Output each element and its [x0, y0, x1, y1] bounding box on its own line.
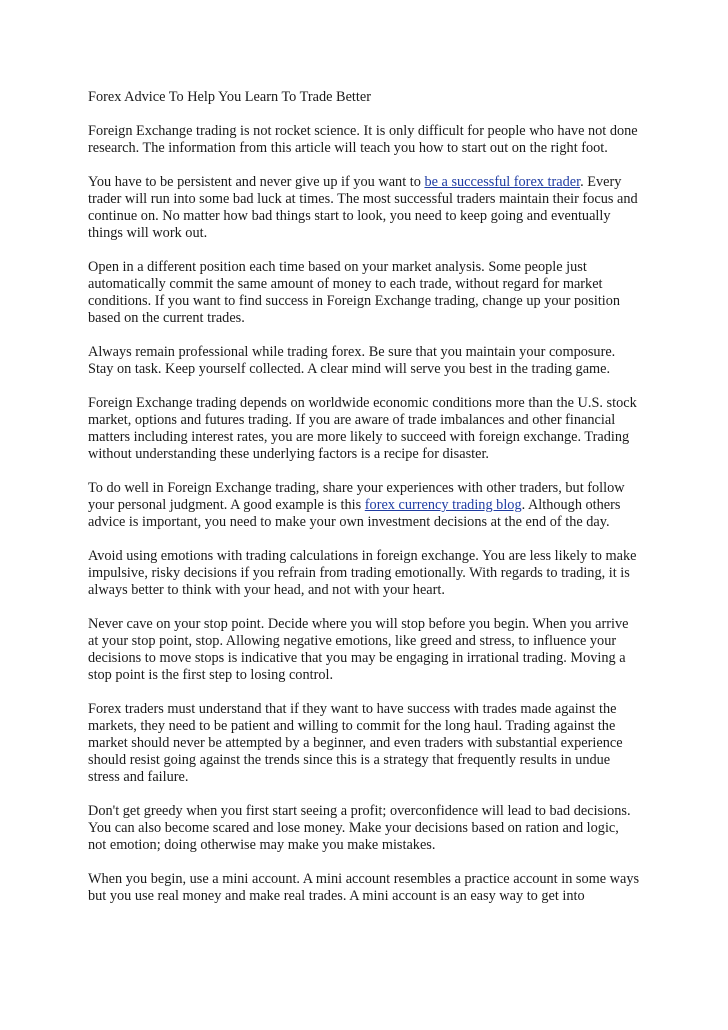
paragraph-text: . Every trader will run into some bad luck at times. The most successful traders maintain their focus and continue on. No matter how bad things start to look, you need to keep going and eventually things will work out.: [88, 174, 638, 241]
paragraph: [88, 480, 640, 531]
document-page: [88, 89, 640, 922]
paragraph-text: Open in a different position each time based on your market analysis. Some people just automatically commit the same amount of money to each trade, without regard for market conditions. If you want to find success in Foreign Exchange trading, change up your position based on the current trades.: [88, 259, 621, 326]
paragraph-text: Forex traders must understand that if they want to have success with trades made against the markets, they need to be patient and willing to commit for the long haul. Trading against the market should never be attempted by a beginner, and even traders with substantial experience should resist going against the trends since this is a strategy that frequently results in undue stress and failure.: [88, 701, 623, 785]
paragraph-text: Never cave on your stop point. Decide where you will stop before you begin. When you arrive at your stop point, stop. Allowing negative emotions, like greed and stress, to influence your decisions to move stops is indicative that you may be engaging in irrational trading. Moving a stop point is the first step to losing control.: [88, 616, 629, 683]
paragraph-text: Don't get greedy when you first start seeing a profit; overconfidence will lead to bad decisions. You can also become scared and lose money. Make your decisions based on ration and logic, not emotion; doing otherwise may make you make mistakes.: [88, 803, 631, 853]
paragraph: [88, 701, 640, 786]
paragraph-text: When you begin, use a mini account. A mini account resembles a practice account in some ways but you use real money and make real trades. A mini account is an easy way to get into: [88, 871, 640, 904]
document-title: Forex Advice To Help You Learn To Trade Better: [88, 89, 371, 105]
inline-link[interactable]: be a successful forex trader: [424, 174, 581, 190]
paragraph-text: Foreign Exchange trading is not rocket science. It is only difficult for people who have not done research. The information from this article will teach you how to start out on the right foot.: [88, 123, 638, 156]
paragraph: [88, 123, 640, 157]
document-body: [88, 123, 640, 905]
paragraph: [88, 616, 640, 684]
paragraph-text: To do well in Foreign Exchange trading, share your experiences with other traders, but follow your personal judgment. A good example is this: [88, 480, 625, 513]
paragraph: [88, 259, 640, 327]
paragraph-text: Always remain professional while trading forex. Be sure that you maintain your composure. Stay on task. Keep yourself collected. A clear mind will serve you best in the trading game.: [88, 344, 616, 377]
paragraph: [88, 548, 640, 599]
paragraph: [88, 344, 640, 378]
paragraph: [88, 803, 640, 854]
paragraph-text: . Although others advice is important, you need to make your own investment decisions at the end of the day.: [88, 497, 621, 530]
paragraph-text: Avoid using emotions with trading calculations in foreign exchange. You are less likely to make impulsive, risky decisions if you refrain from trading emotionally. With regards to trading, it is always better to think with your head, and not with your heart.: [88, 548, 637, 598]
paragraph: [88, 174, 640, 242]
paragraph-text: You have to be persistent and never give up if you want to: [88, 174, 425, 190]
paragraph: [88, 395, 640, 463]
inline-link[interactable]: forex currency trading blog: [364, 497, 522, 513]
paragraph: [88, 871, 640, 905]
paragraph-text: Foreign Exchange trading depends on worldwide economic conditions more than the U.S. stock market, options and futures trading. If you are aware of trade imbalances and other financial matters including interest rates, you are more likely to succeed with foreign exchange. Trading without understanding these underlying factors is a recipe for disaster.: [88, 395, 637, 462]
